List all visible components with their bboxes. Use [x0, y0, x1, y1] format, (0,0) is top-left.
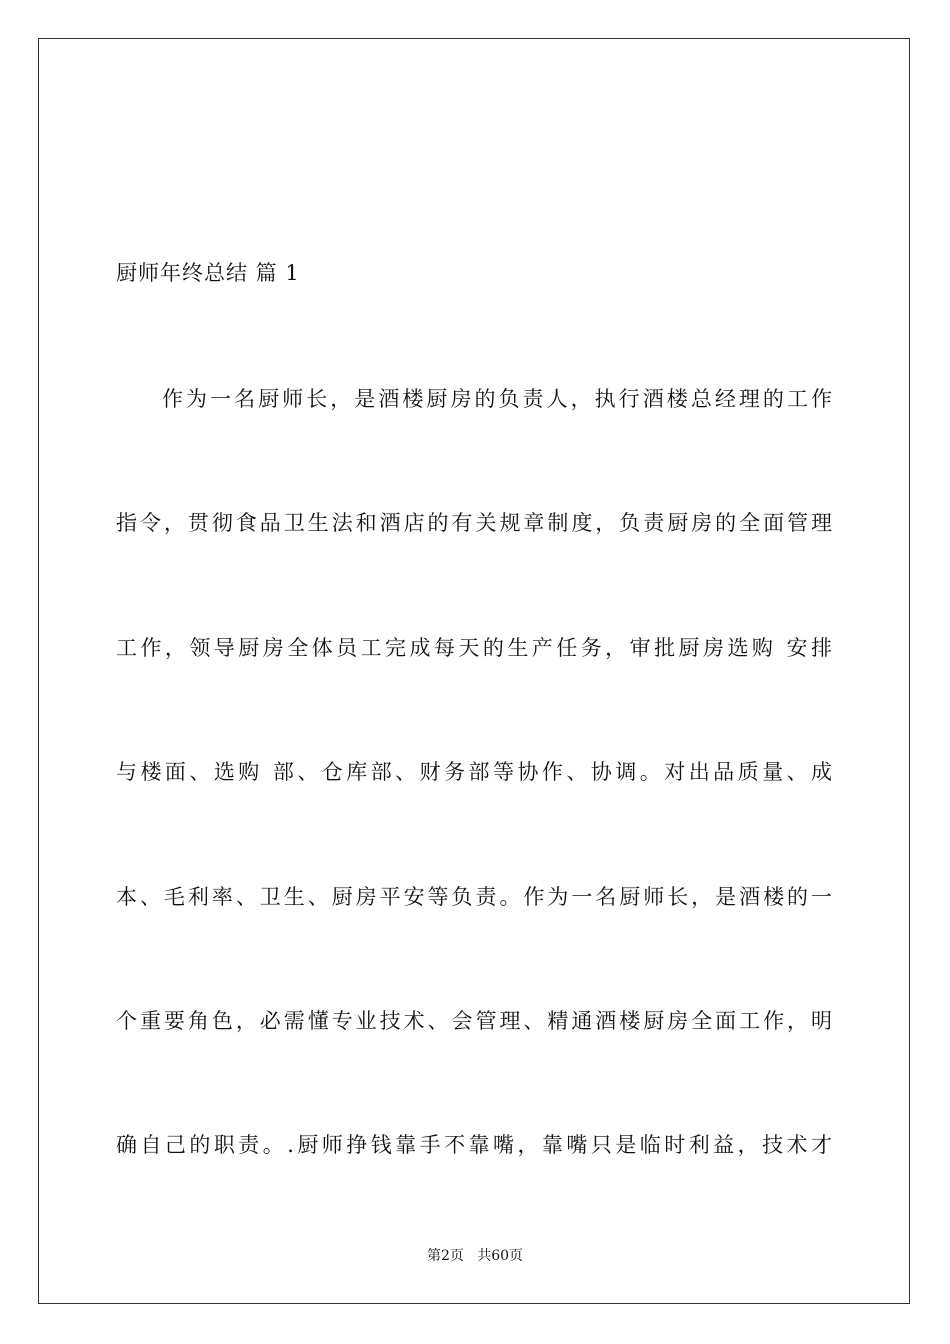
- paragraph-line-6: 个重要角色，必需懂专业技术、会管理、精通酒楼厨房全面工作，明: [116, 1009, 832, 1033]
- page-number-footer: 第2页 共60页: [426, 1248, 524, 1264]
- page-frame: [38, 38, 910, 1304]
- paragraph-line-2: 指令，贯彻食品卫生法和酒店的有关规章制度，负责厨房的全面管理: [116, 511, 832, 535]
- paragraph-line-3: 工作，领导厨房全体员工完成每天的生产任务，审批厨房选购 安排: [116, 636, 832, 660]
- paragraph-line-7: 确自己的职责。.厨师挣钱靠手不靠嘴，靠嘴只是临时利益，技术才: [116, 1133, 832, 1157]
- section-heading: 厨师年终总结 篇 1: [116, 261, 300, 285]
- paragraph-line-1: 作为一名厨师长，是酒楼厨房的负责人，执行酒楼总经理的工作: [162, 387, 832, 411]
- paragraph-line-5: 本、毛利率、卫生、厨房平安等负责。作为一名厨师长，是酒楼的一: [116, 885, 832, 909]
- paragraph-line-4: 与楼面、选购 部、仓库部、财务部等协作、协调。对出品质量、成: [116, 760, 832, 784]
